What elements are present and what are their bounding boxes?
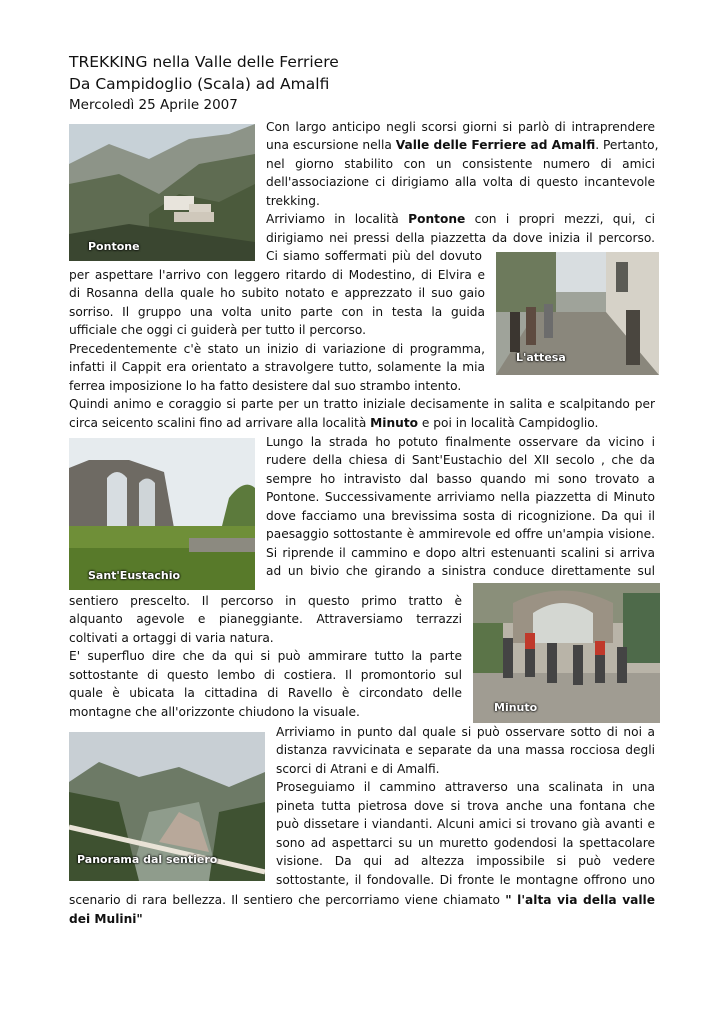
- text-line: pineta tutta pietrosa dove si trova anche una fontana che: [276, 799, 655, 813]
- text-line: infatti il Cappit era orientato a stravolgere tutto, solamente la mia: [69, 360, 485, 374]
- caption-pontone: Pontone: [88, 240, 140, 253]
- text-line: Pontone. Successivamente arriviamo nella piazzetta di Minuto: [266, 490, 655, 504]
- caption-panorama: Panorama dal sentiero: [77, 853, 218, 866]
- text-line: ad un bivio che girando a sinistra conduce direttamente sul: [266, 564, 655, 578]
- text-line: rudere della chiesa di Sant'Eustachio del XII secolo , che da: [266, 453, 655, 467]
- caption-santeustachio: Sant'Eustachio: [88, 569, 181, 582]
- page-title: TREKKING nella Valle delle Ferriere: [69, 53, 339, 71]
- text-line: Con largo anticipo negli scorsi giorni si parlò di intraprendere: [266, 120, 655, 134]
- photo-santeustachio: [69, 438, 255, 590]
- text-line: ferrea imposizione lo ha fatto desistere dal suo strambo intento.: [69, 379, 462, 393]
- text-line: sottostante di questo lembo di costiera. Il promontorio sul: [69, 668, 462, 682]
- text-line: scenario di rara bellezza. Il sentiero che percorriamo viene chiamato " l'alta via della valle: [69, 893, 655, 907]
- page-date: Mercoledì 25 Aprile 2007: [69, 97, 238, 113]
- text-line: paesaggio sottostante è ammirevole ed offre un'ampia visione.: [266, 527, 655, 541]
- text-line: sottostante, il fondovalle. Di fronte le montagne offrono uno: [276, 873, 655, 887]
- text-line: può dissetare i viandanti. Alcuni amici si trovano già avanti e: [276, 817, 655, 831]
- text-line: trekking.: [266, 194, 320, 208]
- text-line: dei Mulini": [69, 912, 143, 926]
- text-line: quale è ubicata la cittadina di Ravello è circondato delle: [69, 686, 462, 700]
- text-line: nel giorno stabilito con un consistente numero di amici: [266, 157, 655, 171]
- text-line: Precedentemente c'è stato un inizio di variazione di programma,: [69, 342, 485, 356]
- text-line: Arriviamo in località Pontone con i propri mezzi, qui, ci: [266, 212, 655, 226]
- text-line: distanza ravvicinata e separate da una massa rocciosa degli: [276, 743, 655, 757]
- text-line: circa seicento scalini fino ad arrivare alla località Minuto e poi in località Campidoglio.: [69, 416, 599, 430]
- text-line: Si riprende il cammino e dopo altri estenuanti scalini si arriva: [266, 546, 655, 560]
- text-line: visione. Da qui ad altezza impossibile si può vedere: [276, 854, 655, 868]
- text-line: scorci di Atrani e di Amalfi.: [276, 762, 440, 776]
- text-line: E' superfluo dire che da qui si può ammirare tutto la parte: [69, 649, 462, 663]
- text-line: per aspettare l'arrivo con leggero ritardo di Modestino, di Elvira e: [69, 268, 485, 282]
- text-line: Proseguiamo il cammino attraverso una scalinata in una: [276, 780, 655, 794]
- caption-attesa: L'attesa: [516, 351, 566, 364]
- text-line: Arriviamo in punto dal quale si può osservare sotto di noi a: [276, 725, 655, 739]
- text-line: una escursione nella Valle delle Ferriere ad Amalfi. Pertanto,: [266, 138, 659, 152]
- text-line: sentiero prescelto. Il percorso in questo primo tratto è: [69, 594, 462, 608]
- text-line: dirigiamo nei pressi della piazzetta da dove inizia il percorso.: [266, 231, 655, 245]
- text-line: dell'associazione ci dirigiamo alla volta di questo incantevole: [266, 175, 655, 189]
- text-line: alquanto agevole e pianeggiante. Attraversiamo terrazzi: [69, 612, 462, 626]
- text-line: Lungo la strada ho potuto finalmente osservare da vicino i: [266, 435, 655, 449]
- text-line: di Rosanna della quale ho subito notato e apprezzato il suo gaio: [69, 286, 485, 300]
- text-line: montagne che all'orizzonte chiudono la visuale.: [69, 705, 360, 719]
- text-line: ufficiale che oggi ci guiderà per tutto il percorso.: [69, 323, 366, 337]
- text-line: sorriso. Il gruppo una volta unito parte con in testa la guida: [69, 305, 485, 319]
- text-line: dove facciamo una brevissima sosta di ricognizione. Da qui il: [266, 509, 655, 523]
- text-line: sempre ho intravisto dal basso quando mi sono trovato a: [266, 472, 655, 486]
- caption-minuto: Minuto: [494, 701, 538, 714]
- text-line: coltivati a ortaggi di varia natura.: [69, 631, 274, 645]
- text-line: Quindi animo e coraggio si parte per un tratto iniziale decisamente in salita e scalpitando per: [69, 397, 655, 411]
- text-line: sono ad aspettarci su un muretto godendosi la spettacolare: [276, 836, 655, 850]
- text-line: Ci siamo soffermati più del dovuto: [266, 249, 482, 263]
- page-subtitle: Da Campidoglio (Scala) ad Amalfi: [69, 75, 330, 93]
